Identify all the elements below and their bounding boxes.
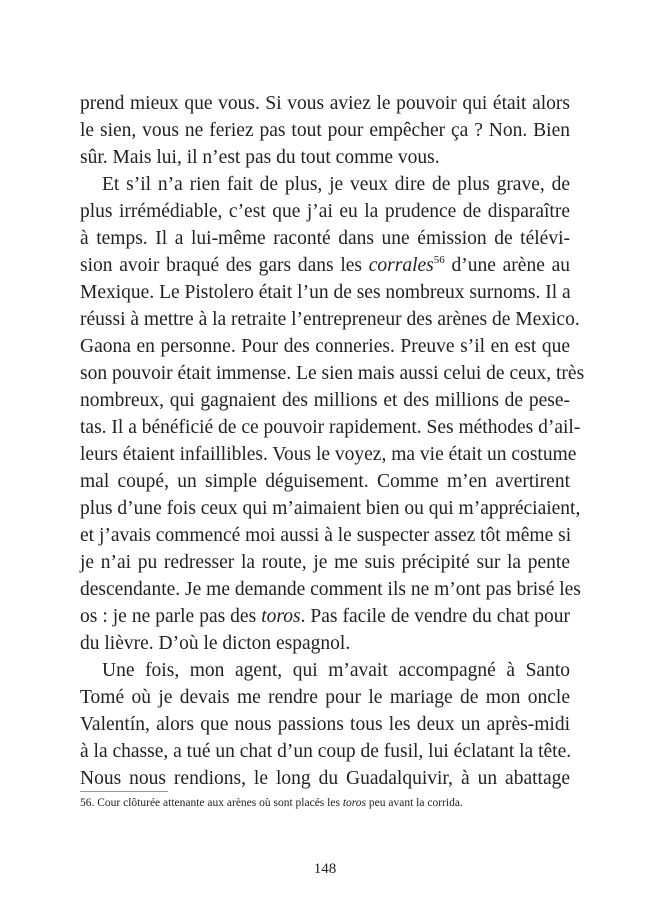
text-line: Mexique. Le Pistolero était l’un de ses nombreux surnoms. Il a: [80, 282, 571, 303]
footnote-text: peu avant la corrida.: [366, 797, 463, 809]
text-line: du lièvre. D’où le dicton espagnol.: [80, 633, 351, 654]
text-line: réussi à mettre à la retraite l’entrepreneur des arènes de Mexico.: [80, 309, 580, 330]
text-segment: os : je ne parle pas des: [80, 606, 262, 627]
text-line: je n’ai pu redresser la route, je me suis précipité sur la pente: [80, 552, 570, 573]
text-line: à temps. Il a lui-même raconté dans une émission de télévi-: [80, 228, 570, 249]
text-line: Nous nous rendions, le long du Guadalquivir, à un abattage: [80, 768, 570, 789]
text-segment: . Pas facile de vendre du chat pour: [300, 606, 570, 627]
text-line: sûr. Mais lui, il n’est pas du tout comme vous.: [80, 147, 440, 168]
text-line: plus d’une fois ceux qui m’aimaient bien ou qui m’appréciaient,: [80, 498, 581, 519]
text-line: leurs étaient infaillibles. Vous le voyez, ma vie était un costume: [80, 444, 577, 465]
text-line: Valentín, alors que nous passions tous les deux un après-midi: [80, 714, 570, 735]
text-line: tas. Il a bénéficié de ce pouvoir rapidement. Ses méthodes d’ail-: [80, 417, 581, 438]
text-line: à la chasse, a tué un chat d’un coup de fusil, lui éclatant la tête.: [80, 741, 572, 762]
text-line: prend mieux que vous. Si vous aviez le pouvoir qui était alors: [80, 93, 570, 114]
body-text: [80, 90, 585, 792]
text-line: Tomé où je devais me rendre pour le mariage de mon oncle: [80, 687, 570, 708]
text-line: Une fois, mon agent, qui m’avait accompagné à Santo: [102, 660, 570, 681]
text-line-with-italic: [80, 603, 570, 630]
text-segment: sion avoir braqué des gars dans les: [80, 255, 369, 276]
text-line: Gaona en personne. Pour des conneries. Preuve s’il en est que: [80, 336, 570, 357]
italic-term: toros: [342, 797, 367, 809]
text-line: descendante. Je me demande comment ils ne m’ont pas brisé les: [80, 579, 581, 600]
text-segment: d’une arène au: [444, 255, 571, 276]
text-line: Et s’il n’a rien fait de plus, je veux dire de plus grave, de: [102, 174, 570, 195]
footnote-divider: [80, 791, 168, 792]
text-line: et j’avais commencé moi aussi à le suspecter assez tôt même si: [80, 525, 572, 546]
text-line: plus irrémédiable, c’est que j’ai eu la prudence de disparaître: [80, 201, 570, 222]
footnote-reference: 56: [433, 254, 445, 266]
italic-term: corrales: [368, 255, 434, 276]
footnote-text: 56. Cour clôturée attenante aux arènes où sont placés les: [80, 797, 343, 809]
text-line: le sien, vous ne feriez pas tout pour empêcher ça ? Non. Bien: [80, 120, 570, 141]
text-line: nombreux, qui gagnaient des millions et des millions de pese-: [80, 390, 570, 411]
italic-term: toros: [261, 606, 301, 627]
footnote: [80, 795, 570, 811]
text-line: mal coupé, un simple déguisement. Comme m’en avertirent: [80, 471, 570, 492]
text-line-with-note-reference: [80, 252, 570, 279]
page-number: 148: [313, 861, 337, 877]
text-line: son pouvoir était immense. Le sien mais aussi celui de ceux, très: [80, 363, 585, 384]
